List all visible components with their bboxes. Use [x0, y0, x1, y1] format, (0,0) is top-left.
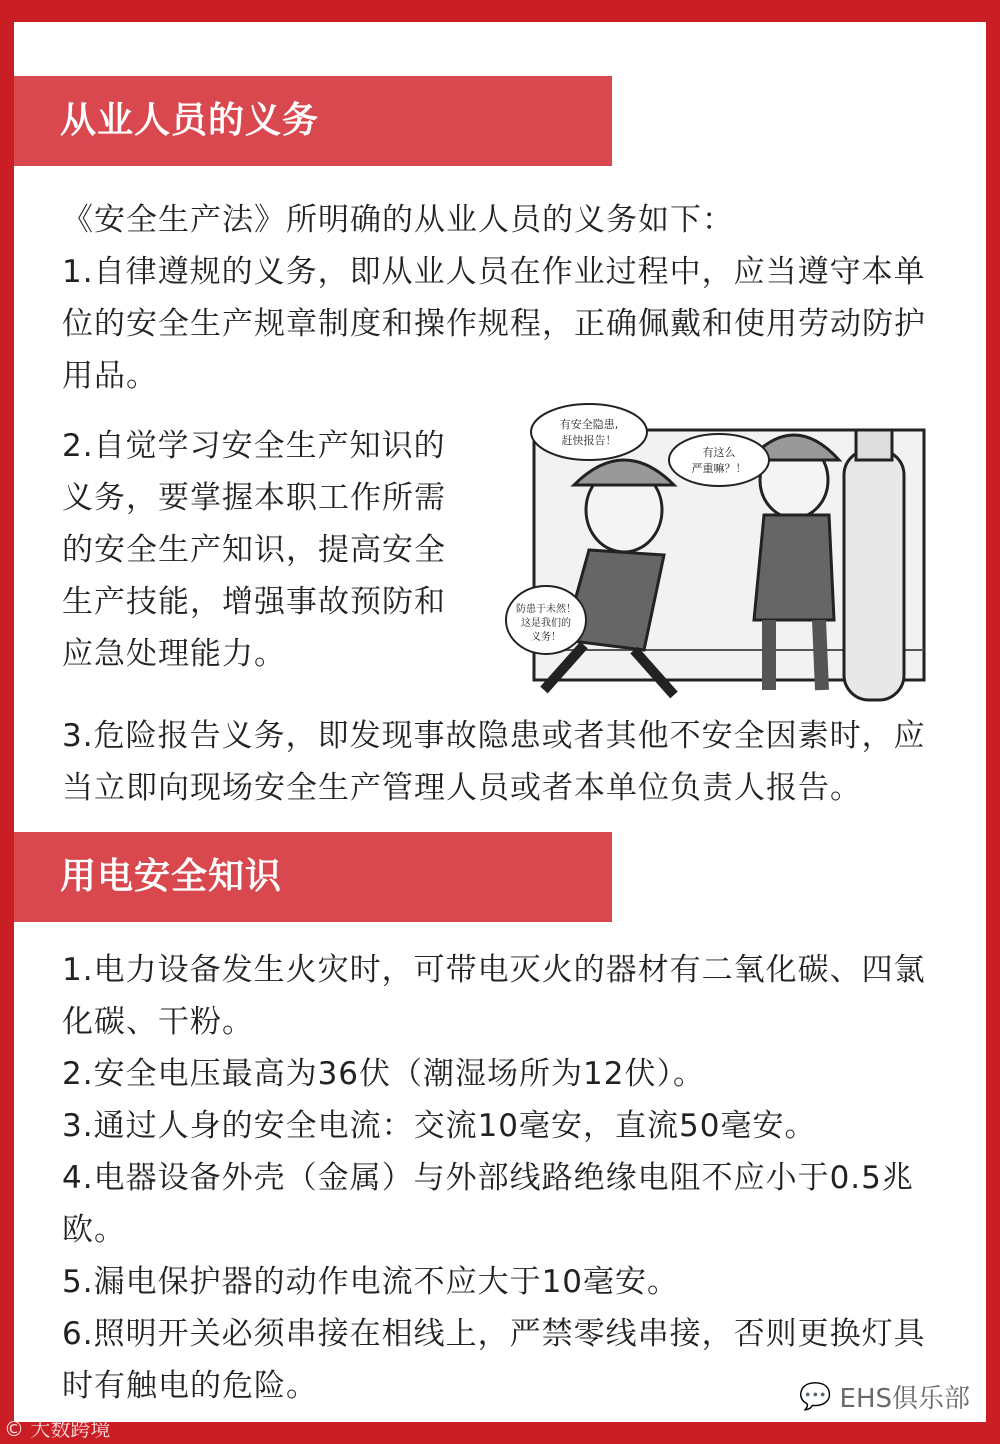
duty-item-3: 3.危险报告义务，即发现事故隐患或者其他不安全因素时，应当立即向现场安全生产管理人员或者本单位负责人报告。: [62, 718, 926, 806]
brand-name: EHS俱乐部: [839, 1384, 970, 1414]
watermark-logo-icon: ©: [4, 1417, 24, 1441]
bubble-text-1: 有安全隐患,: [559, 418, 619, 431]
bubble-text-3c: 义务！: [531, 632, 561, 643]
duty-item-2: 2.自觉学习安全生产知识的义务，要掌握本职工作所需的安全生产知识，提高安全生产技能，增强事故预防和应急处理能力。: [62, 428, 446, 672]
bubble-text-3b: 这是我们的: [521, 618, 571, 629]
watermark-text: 大数跨境: [30, 1417, 111, 1441]
bubble-text-3: 防患于未然！: [516, 604, 576, 615]
electric-item-1: 1.电力设备发生火灾时，可带电灭火的器材有二氧化碳、四氯化碳、干粉。: [62, 952, 926, 1040]
electric-item-6: 6.照明开关必须串接在相线上，严禁零线串接，否则更换灯具时有触电的危险。: [62, 1316, 926, 1404]
bubble-text-2: 有这么: [702, 446, 736, 459]
section-title-electric: 用电安全知识: [14, 832, 612, 922]
duties-intro: 《安全生产法》所明确的从业人员的义务如下：: [62, 202, 734, 238]
duties-intro-text: [62, 194, 942, 402]
content-panel: [14, 22, 986, 1422]
electric-item-5: 5.漏电保护器的动作电流不应大于10毫安。: [62, 1264, 680, 1300]
bubble-text-2b: 严重嘛？！: [691, 462, 747, 475]
watermark: [4, 1413, 110, 1442]
electric-item-4: 4.电器设备外壳（金属）与外部线路绝缘电阻不应小于0.5兆欧。: [62, 1160, 914, 1248]
section-title-duties: 从业人员的义务: [14, 76, 612, 166]
bubble-text-1b: 赶快报告！: [561, 434, 617, 447]
electric-item-3: 3.通过人身的安全电流：交流10毫安，直流50毫安。: [62, 1108, 817, 1144]
brand-footer: [799, 1378, 970, 1415]
safety-cartoon-illustration: [504, 390, 974, 720]
electric-item-2: 2.安全电压最高为36伏（潮湿场所为12伏）。: [62, 1056, 705, 1092]
electric-safety-list: [62, 944, 942, 1412]
wechat-icon: 💬: [799, 1381, 832, 1412]
duty-item-1: 1.自律遵规的义务，即从业人员在作业过程中，应当遵守本单位的安全生产规章制度和操作规程，正确佩戴和使用劳动防护用品。: [62, 254, 926, 394]
